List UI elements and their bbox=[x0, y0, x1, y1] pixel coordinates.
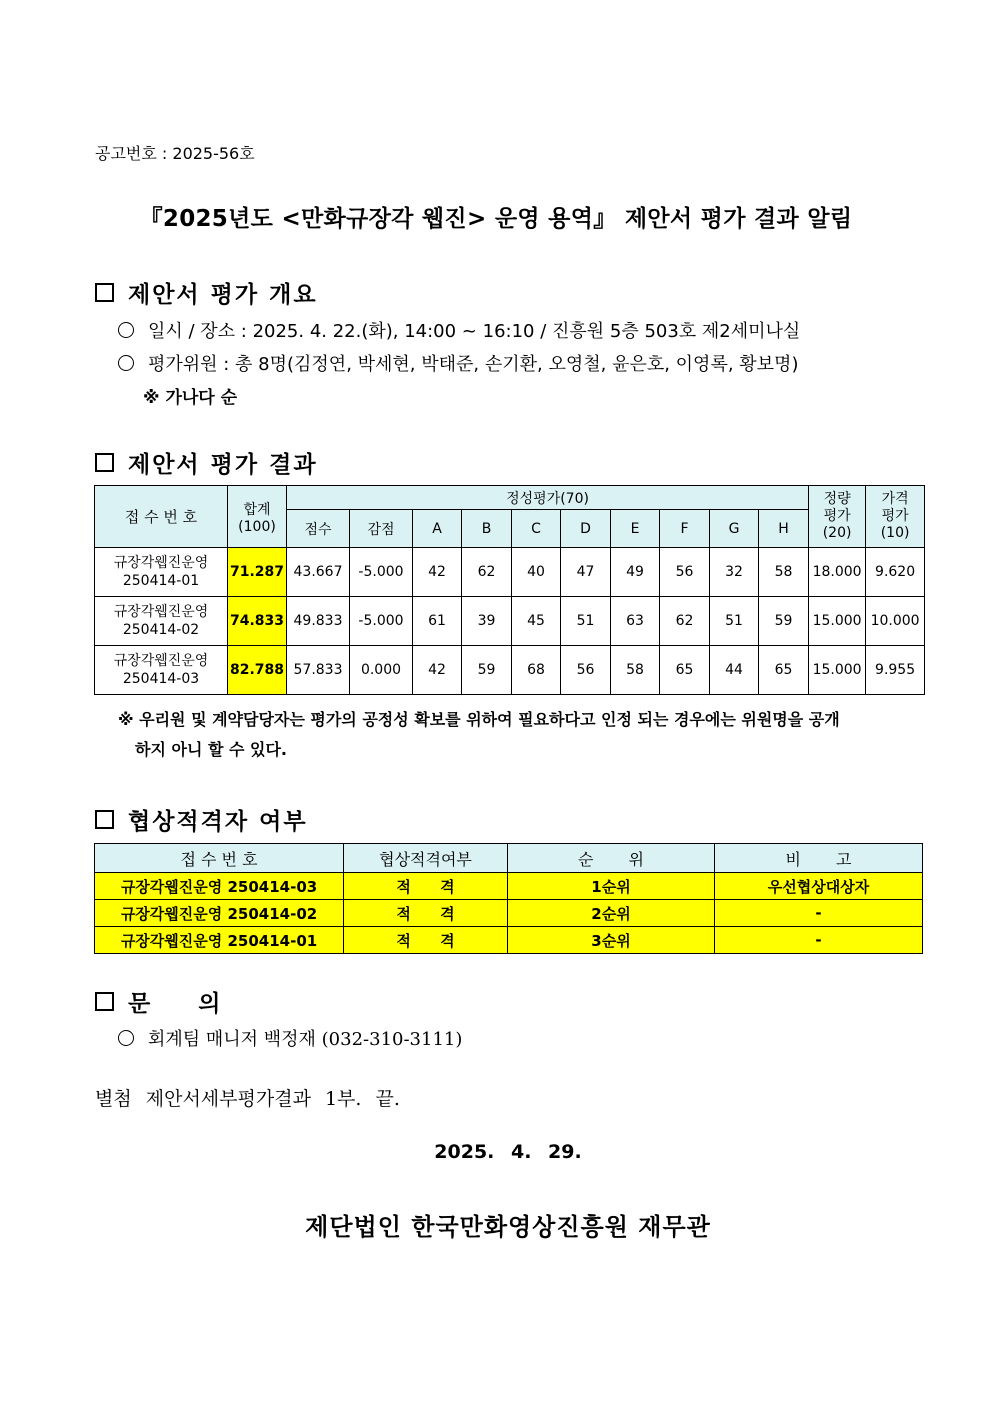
a-cell: 42 bbox=[413, 548, 462, 597]
schedule-line bbox=[118, 317, 800, 343]
table-row bbox=[95, 597, 925, 646]
receipt-id: 250414-02 bbox=[122, 622, 200, 638]
header-price-1: 가격 bbox=[881, 491, 909, 507]
remark-cell: 우선협상대상자 bbox=[715, 873, 923, 900]
section-contact-title: 문 의 bbox=[128, 991, 221, 1017]
price-cell: 9.955 bbox=[866, 646, 925, 695]
header-quantitative-3: (20) bbox=[822, 525, 852, 541]
b-cell: 62 bbox=[462, 548, 512, 597]
rank-cell: 3순위 bbox=[508, 927, 715, 954]
header-receipt: 접 수 번 호 bbox=[95, 486, 228, 548]
header-score: 점수 bbox=[287, 510, 350, 548]
e-cell: 63 bbox=[611, 597, 660, 646]
alphabetical-note: ※ 가나다 순 bbox=[143, 388, 238, 408]
receipt-cell: 규장각웹진운영 250414-01 bbox=[95, 927, 344, 954]
price-cell: 10.000 bbox=[866, 597, 925, 646]
quant-cell: 15.000 bbox=[809, 597, 866, 646]
d-cell: 51 bbox=[561, 597, 611, 646]
f-cell: 62 bbox=[660, 597, 710, 646]
header-total-label: 합계 bbox=[243, 501, 271, 518]
receipt-name: 규장각웹진운영 bbox=[113, 653, 209, 669]
evaluation-results-table bbox=[94, 485, 925, 695]
disclosure-note-line1: ※ 우리원 및 계약담당자는 평가의 공정성 확보를 위하여 필요하다고 인정 되는 경우에는 위원명을 공개 bbox=[118, 710, 840, 729]
e-cell: 58 bbox=[611, 646, 660, 695]
rank-cell: 2순위 bbox=[508, 900, 715, 927]
deduction-cell: -5.000 bbox=[350, 548, 413, 597]
h-cell: 65 bbox=[759, 646, 809, 695]
price-cell: 9.620 bbox=[866, 548, 925, 597]
header-f: F bbox=[660, 510, 710, 548]
g-cell: 32 bbox=[710, 548, 759, 597]
header-quantitative bbox=[809, 486, 866, 548]
score-cell: 43.667 bbox=[287, 548, 350, 597]
header-h: H bbox=[759, 510, 809, 548]
checkbox-square-icon bbox=[95, 810, 114, 829]
header-a: A bbox=[413, 510, 462, 548]
eligibility-cell: 적 격 bbox=[344, 873, 508, 900]
header-price-2: 평가 bbox=[881, 508, 909, 524]
b-cell: 59 bbox=[462, 646, 512, 695]
rank-cell: 1순위 bbox=[508, 873, 715, 900]
contact-text: 회계팀 매니저 백정재 (032-310-3111) bbox=[148, 1029, 463, 1050]
remark-cell: - bbox=[715, 900, 923, 927]
receipt-id: 250414-03 bbox=[122, 671, 200, 687]
committee-line bbox=[118, 350, 798, 376]
header-d: D bbox=[561, 510, 611, 548]
d-cell: 47 bbox=[561, 548, 611, 597]
header-total bbox=[228, 486, 287, 548]
b-cell: 39 bbox=[462, 597, 512, 646]
score-cell: 49.833 bbox=[287, 597, 350, 646]
section-overview-title: 제안서 평가 개요 bbox=[128, 282, 318, 308]
checkbox-square-icon bbox=[95, 992, 114, 1011]
header-quantitative-2: 평가 bbox=[823, 508, 851, 524]
notice-number: 공고번호 : 2025-56호 bbox=[95, 144, 255, 163]
checkbox-square-icon bbox=[95, 283, 114, 302]
disclosure-note-line2: 하지 아니 할 수 있다. bbox=[135, 740, 288, 759]
header-remark: 비 고 bbox=[715, 844, 923, 873]
h-cell: 58 bbox=[759, 548, 809, 597]
header-qualitative: 정성평가(70) bbox=[287, 486, 809, 510]
c-cell: 68 bbox=[512, 646, 561, 695]
table-row bbox=[95, 646, 925, 695]
h-cell: 59 bbox=[759, 597, 809, 646]
header-price bbox=[866, 486, 925, 548]
receipt-cell bbox=[95, 646, 228, 695]
table-row bbox=[95, 548, 925, 597]
receipt-name: 규장각웹진운영 bbox=[113, 555, 209, 571]
deduction-cell: -5.000 bbox=[350, 597, 413, 646]
negotiation-table bbox=[94, 843, 923, 954]
total-cell: 74.833 bbox=[228, 597, 287, 646]
organization-name: 제단법인 한국만화영상진흥원 재무관 bbox=[305, 1213, 711, 1241]
section-negotiation-title: 협상적격자 여부 bbox=[128, 809, 308, 835]
section-contact-heading bbox=[95, 985, 220, 1018]
table-row bbox=[95, 873, 923, 900]
table-row bbox=[95, 900, 923, 927]
quant-cell: 15.000 bbox=[809, 646, 866, 695]
header-eligibility: 협상적격여부 bbox=[344, 844, 508, 873]
total-cell: 82.788 bbox=[228, 646, 287, 695]
section-results-heading bbox=[95, 446, 318, 479]
f-cell: 56 bbox=[660, 548, 710, 597]
header-quantitative-1: 정량 bbox=[823, 491, 851, 507]
attachment-note: 별첨 제안서세부평가결과 1부. 끝. bbox=[95, 1088, 400, 1110]
header-receipt: 접 수 번 호 bbox=[95, 844, 344, 873]
circle-bullet-icon bbox=[118, 322, 134, 338]
receipt-cell: 규장각웹진운영 250414-03 bbox=[95, 873, 344, 900]
section-overview-heading bbox=[95, 276, 318, 309]
score-cell: 57.833 bbox=[287, 646, 350, 695]
eligibility-cell: 적 격 bbox=[344, 900, 508, 927]
section-results-title: 제안서 평가 결과 bbox=[128, 452, 318, 478]
section-negotiation-heading bbox=[95, 803, 308, 836]
eligibility-cell: 적 격 bbox=[344, 927, 508, 954]
header-e: E bbox=[611, 510, 660, 548]
a-cell: 61 bbox=[413, 597, 462, 646]
total-cell: 71.287 bbox=[228, 548, 287, 597]
header-price-3: (10) bbox=[880, 525, 910, 541]
e-cell: 49 bbox=[611, 548, 660, 597]
checkbox-square-icon bbox=[95, 453, 114, 472]
circle-bullet-icon bbox=[118, 1030, 134, 1046]
quant-cell: 18.000 bbox=[809, 548, 866, 597]
header-total-sub: (100) bbox=[238, 518, 276, 535]
document-title: 『2025년도 <만화규장각 웹진> 운영 용역』 제안서 평가 결과 알림 bbox=[139, 206, 853, 232]
g-cell: 51 bbox=[710, 597, 759, 646]
c-cell: 40 bbox=[512, 548, 561, 597]
header-g: G bbox=[710, 510, 759, 548]
deduction-cell: 0.000 bbox=[350, 646, 413, 695]
receipt-id: 250414-01 bbox=[122, 573, 200, 589]
receipt-cell bbox=[95, 597, 228, 646]
remark-cell: - bbox=[715, 927, 923, 954]
document-date: 2025. 4. 29. bbox=[434, 1141, 582, 1163]
g-cell: 44 bbox=[710, 646, 759, 695]
f-cell: 65 bbox=[660, 646, 710, 695]
table-row bbox=[95, 927, 923, 954]
circle-bullet-icon bbox=[118, 355, 134, 371]
header-c: C bbox=[512, 510, 561, 548]
committee-text: 평가위원 : 총 8명(김정연, 박세현, 박태준, 손기환, 오영철, 윤은호, 이영록, 황보명) bbox=[148, 354, 799, 375]
receipt-cell bbox=[95, 548, 228, 597]
c-cell: 45 bbox=[512, 597, 561, 646]
schedule-text: 일시 / 장소 : 2025. 4. 22.(화), 14:00 ~ 16:10 / 진흥원 5층 503호 제2세미나실 bbox=[148, 321, 801, 342]
contact-line bbox=[118, 1025, 462, 1051]
header-b: B bbox=[462, 510, 512, 548]
receipt-cell: 규장각웹진운영 250414-02 bbox=[95, 900, 344, 927]
header-deduction: 감점 bbox=[350, 510, 413, 548]
receipt-name: 규장각웹진운영 bbox=[113, 604, 209, 620]
d-cell: 56 bbox=[561, 646, 611, 695]
a-cell: 42 bbox=[413, 646, 462, 695]
header-rank: 순 위 bbox=[508, 844, 715, 873]
